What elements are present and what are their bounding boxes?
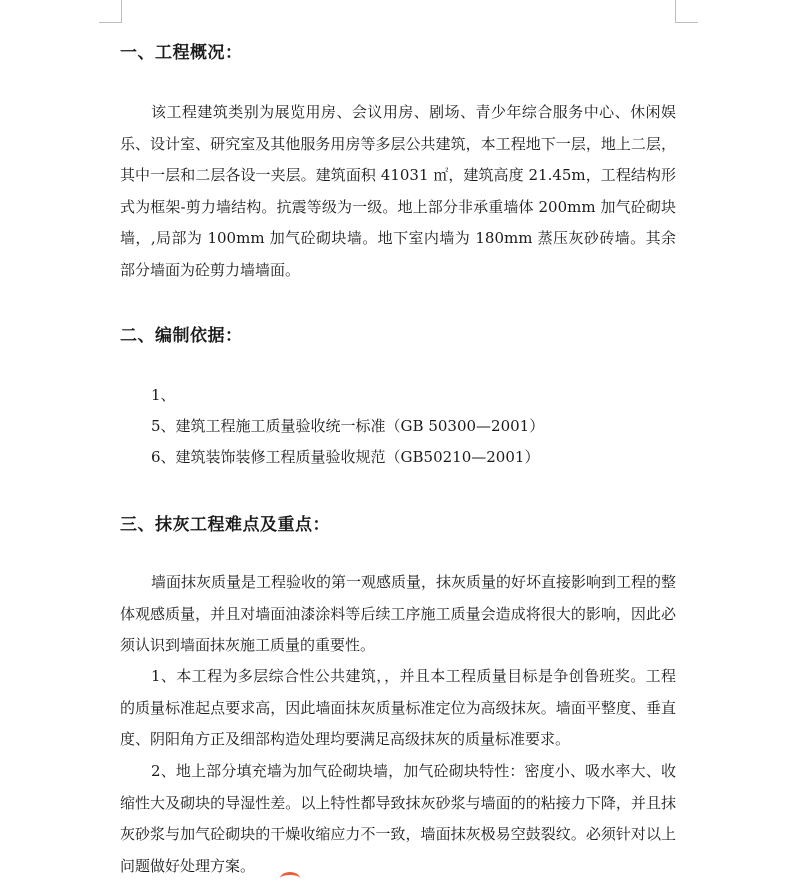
basis-item-6: 6、建筑装饰装修工程质量验收规范（GB50210—2001） xyxy=(151,448,540,466)
difficulties-paragraph-1: 1、本工程为多层综合性公共建筑，，并且本工程质量目标是争创鲁班奖。工程的质量标准起点要求高，因此墙面抹灰质量标准定位为高级抹灰。墙面平整度、垂直度、阴阳角方正及细部构造处理均要满足高级抹灰的质量标准要求。 xyxy=(120,667,676,748)
basis-item-5: 5、建筑工程施工质量验收统一标准（GB 50300—2001） xyxy=(151,417,545,435)
section-heading-overview: 一、工程概况： xyxy=(120,43,243,63)
page-corner-mark-right xyxy=(675,0,698,23)
section-heading-difficulties: 三、抹灰工程难点及重点： xyxy=(120,515,330,535)
red-stamp-fragment xyxy=(280,872,300,885)
basis-item-1: 1、 xyxy=(151,386,176,404)
page-corner-mark-left xyxy=(99,0,122,23)
difficulties-paragraph-intro: 墙面抹灰质量是工程验收的第一观感质量，抹灰质量的好坏直接影响到工程的整体观感质量，并且对墙面油漆涂料等后续工序施工质量会造成将很大的影响，因此必须认识到墙面抹灰施工质量的重要性。 xyxy=(120,573,677,654)
difficulties-paragraph-2: 2、地上部分填充墙为加气砼砌块墙，加气砼砌块特性：密度小、吸水率大、收缩性大及砌块的导湿性差。以上特性都导致抹灰砂浆与墙面的的粘接力下降，并且抹灰砂浆与加气砼砌块的干燥收缩应力不一致，墙面抹灰极易空鼓裂纹。必须针对以上问题做好处理方案。 xyxy=(120,762,676,875)
section-heading-basis: 二、编制依据： xyxy=(120,326,243,346)
overview-paragraph: 该工程建筑类别为展览用房、会议用房、剧场、青少年综合服务中心、休闲娱乐、设计室、研究室及其他服务用房等多层公共建筑，本工程地下一层，地上二层，其中一层和二层各设一夹层。建筑面积 41031 ㎡，建筑高度 21.45m，工程结构形式为框架-剪力墙结构。抗震等级为一级。地上部分非承重墙体 200mm 加气砼砌块墙，,局部为 100mm 加气砼砌块墙。地下室内墙为 180mm 蒸压灰砂砖墙。其余部分墙面为砼剪力墙墙面。 xyxy=(120,103,676,279)
